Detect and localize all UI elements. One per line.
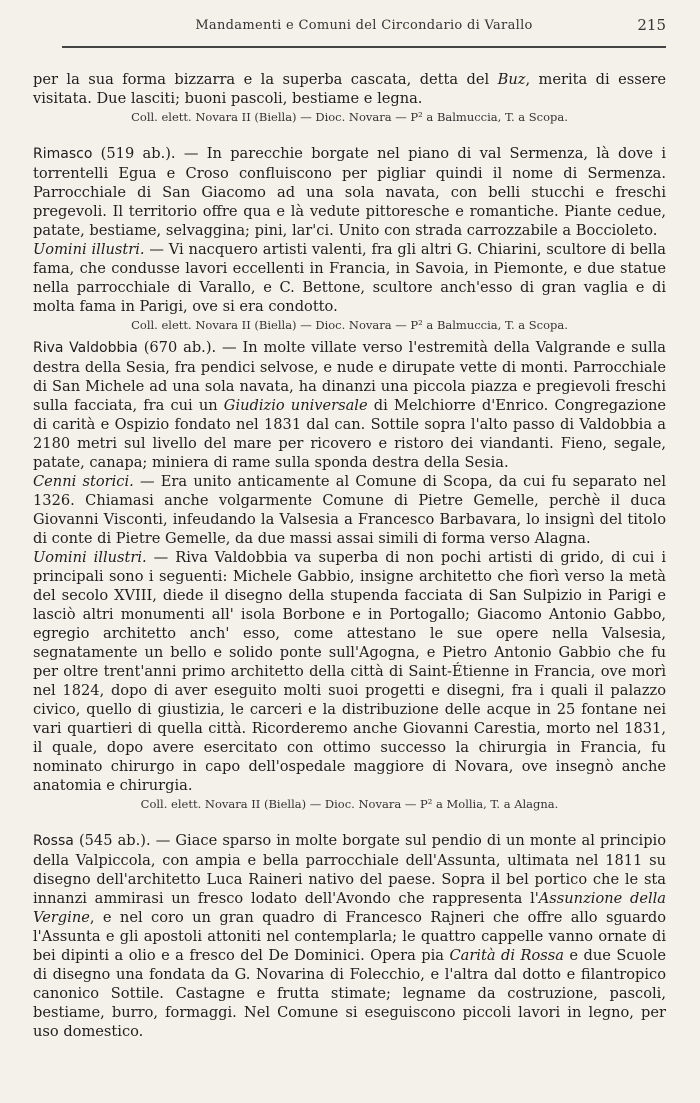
page-number: 215 bbox=[637, 16, 666, 34]
intro-paragraph: per la sua forma bizzarra e la superba cascata, detta del Buz, merita di essere visitata. Due lasciti; buoni pascoli, bestiame e legna. bbox=[33, 71, 666, 107]
riva-coll-line: Coll. elett. Novara II (Biella) — Dioc. Novara — P² a Mollia, T. a Alagna. bbox=[140, 797, 559, 811]
intro-coll-line: Coll. elett. Novara II (Biella) — Dioc. Novara — P² a Balmuccia, T. a Scopa. bbox=[131, 110, 568, 124]
page-body bbox=[33, 70, 666, 1041]
rimasco-name: Rimasco bbox=[33, 146, 93, 162]
header-title: Mandamenti e Comuni del Circondario di Varallo bbox=[195, 18, 533, 33]
header-rule bbox=[62, 46, 666, 48]
rossa-entry: Rossa (545 ab.). — Giace sparso in molte borgate sul pendio di un monte al principio della Valpiccola, con ampia e bella parrocchiale dell'Assunta, ultimata nel 1811 su disegno dell'architetto Luca Raineri nativo del paese. Sopra il bel portico che le sta innanzi ammirasi un fresco lodato dell'Avondo che rappresenta l'Assunzione della Vergine, e nel coro un gran quadro di Francesco Rajneri che offre allo sguardo l'Assunta e gli apostoli attoniti nel contemplarla; le quattro cappelle vanno ornate di bei dipinti a olio e a fresco del De Dominici. Opera pia Carità di Rossa e due Scuole di disegno una fondata da G. Novarina di Folecchio, e l'altra dal dotto e filantropico canonico Sottile. Castagne e frutta stimate; legname da costruzione, pascoli, bestiame, burro, formaggi. Nel Comune si eseguiscono piccoli lavori in legno, per uso domestico. bbox=[33, 832, 667, 1040]
riva-entry: Riva Valdobbia (670 ab.). — In molte villate verso l'estremità della Valgrande e sulla destra della Sesia, fra pendici selvose, e nude e dirupate vette di monti. Parrocchiale di San Michele ad una sola navata, ha dinanzi una piccola piazza e pregievoli freschi sulla facciata, fra cui un Giudizio universale di Melchiorre d'Enrico. Congregazione di carità e Ospizio fondato nel 1831 dal can. Sottile sopra l'alto passo di Valdobbia a 2180 metri sul livello del mare per ricovero e ristoro dei viandanti. Fieno, segale, patate, canapa; miniera di rame sulla sponda destra della Sesia. bbox=[33, 339, 666, 471]
riva-uomini: Uomini illustri. — Riva Valdobbia va superba di non pochi artisti di grido, di cui i principali sono i seguenti: Michele Gabbio, insigne architetto che fiorì verso la metà del secolo XVIII, diede il disegno della stupenda facciata di San Sulpizio in Parigi e lasciò altri monumenti all' isola Borbone e in Portogallo; Giacomo Antonio Gabbo, egregio architetto anch' esso, come attestano le sue opere nella Valsesia, segnatamente un bello e solido ponte sull'Agogna, e Pietro Antonio Gabbio che fu per oltre trent'anni primo architetto della città di Saint-Étienne in Francia, ove morì nel 1824, dopo di aver eseguito molti suoi progetti e disegni, fra i quali il palazzo civico, quello di giustizia, le carceri e la distribuzione delle acque in 25 fontane nei vari quartieri di quella città. Ricorderemo anche Giovanni Carestia, morto nel 1831, il quale, dopo avere esercitato con ottimo successo la chirurgia in Francia, fu nominato chirurgo in capo dell'ospedale maggiore di Novara, ove insegnò anche anatomia e chirurgia. bbox=[33, 549, 666, 794]
running-header bbox=[62, 14, 666, 36]
rimasco-entry: Rimasco (519 ab.). — In parecchie borgate nel piano di val Sermenza, là dove i torrentelli Egua e Croso confluiscono per pigliar quindi il nome di Sermenza. Parrocchiale di San Giacomo ad una sola navata, con belli stucchi e freschi pregevoli. Il territorio offre qua e là vedute pittoresche e romantiche. Piante cedue, patate, bestiame, selvaggina; pini, lar'ci. Unito con strada carrozzabile a Boccioleto. bbox=[33, 145, 666, 239]
riva-cenni: Cenni storici. — Era unito anticamente al Comune di Scopa, da cui fu separato nel 1326. Chiamasi anche volgarmente Comune di Pietre Gemelle, perchè il duca Giovanni Visconti, infeudando la Valsesia a Francesco Barbavara, lo insignì del titolo di conte di Pietre Gemelle, da due massi assai simili di forma verso Alagna. bbox=[33, 473, 666, 547]
rimasco-uomini: Uomini illustri. — Vi nacquero artisti valenti, fra gli altri G. Chiarini, scultore di bella fama, che condusse lavori eccellenti in Francia, in Savoia, in Piemonte, e due statue nella parrocchiale di Varallo, e C. Bettone, scultore anch'esso di gran vaglia e di molta fama in Parigi, ove si era condotto. bbox=[33, 241, 666, 315]
riva-name: Riva Valdobbia bbox=[33, 340, 138, 356]
rimasco-coll-line: Coll. elett. Novara II (Biella) — Dioc. Novara — P² a Balmuccia, T. a Scopa. bbox=[131, 318, 568, 332]
rossa-name: Rossa bbox=[33, 833, 74, 849]
